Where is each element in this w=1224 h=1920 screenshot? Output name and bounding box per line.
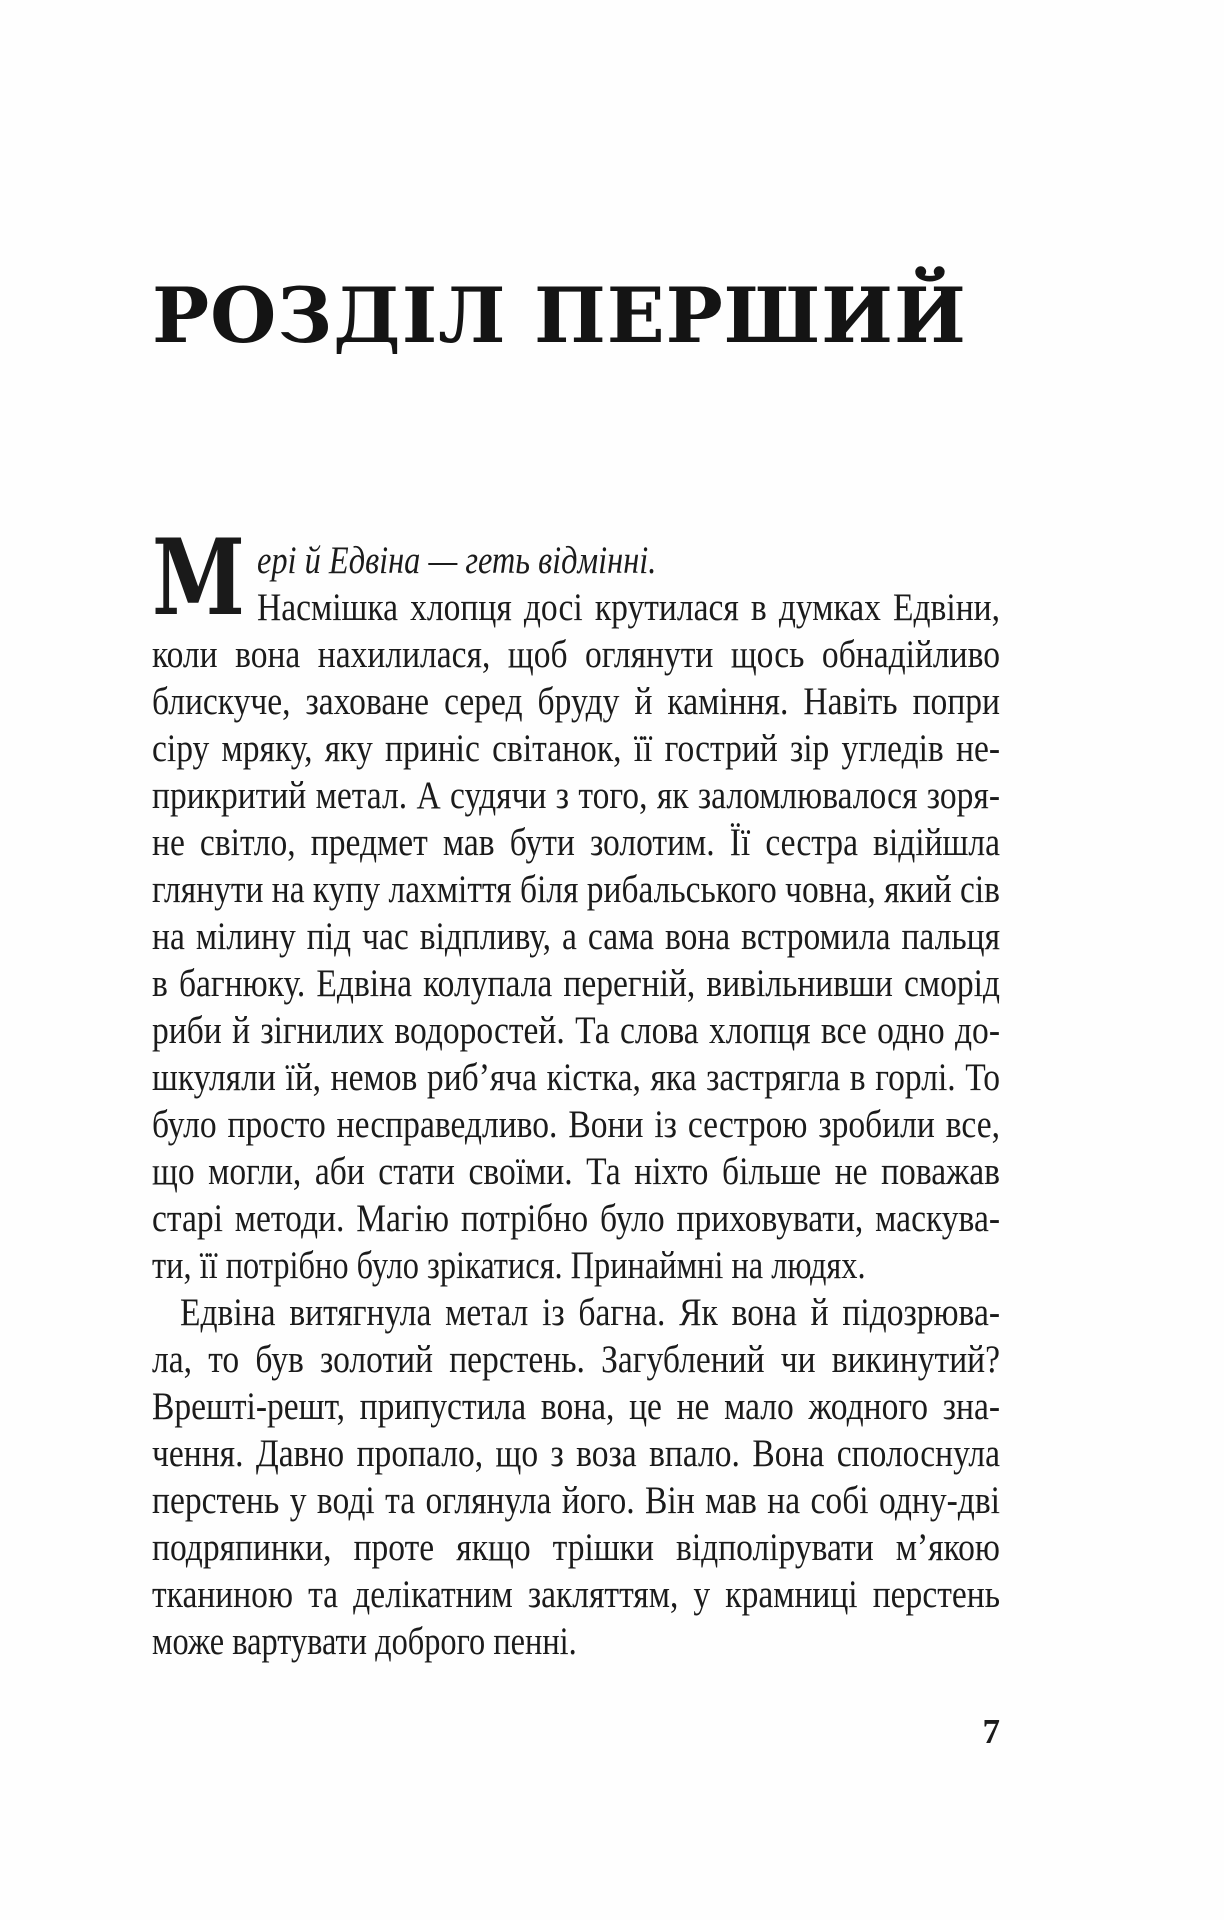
- text-line-content: що могли, аби стати своїми. Та ніхто більше не поважав: [152, 1150, 1001, 1193]
- text-line: [152, 631, 1000, 678]
- text-line: [152, 913, 1000, 960]
- text-line: [152, 1007, 1000, 1054]
- chapter-title-text: РОЗДІЛ ПЕРШИЙ: [152, 271, 967, 360]
- text-line: [152, 584, 1000, 631]
- text-line-content: коли вона нахилилася, щоб оглянути щось обнадійливо: [152, 633, 1001, 676]
- text-line-content: Врешті-решт, припустила вона, це не мало жодного зна-: [152, 1385, 1001, 1428]
- text-line-content: сіру мряку, яку приніс світанок, її гострий зір угледів не-: [152, 727, 1001, 770]
- text-line-content: подряпинки, проте якщо трішки відполірувати м’якою: [152, 1526, 1001, 1569]
- text-line-content: риби й зігнилих водоростей. Та слова хлопця все одно до-: [152, 1009, 1001, 1052]
- text-line: [152, 1524, 1000, 1571]
- text-line: [152, 960, 1000, 1007]
- text-line-content: на мілину під час відпливу, а сама вона встромила пальця: [152, 915, 1001, 958]
- text-line-content: ти, її потрібно було зрікатися. Принаймні на людях.: [152, 1244, 866, 1287]
- page-number: 7: [982, 1712, 1000, 1751]
- text-line: [152, 1336, 1000, 1383]
- text-line-content: чення. Давно пропало, що з воза впало. Вона сполоснула: [152, 1432, 1001, 1475]
- text-line: [152, 1289, 1000, 1336]
- text-line: [152, 1618, 1000, 1665]
- text-line: [152, 819, 1000, 866]
- text-line: [152, 1148, 1000, 1195]
- text-line-content: в багнюку. Едвіна колупала перегній, вивільнивши сморід: [152, 962, 1001, 1005]
- text-line: [152, 537, 1000, 584]
- body-text: [152, 515, 1001, 1665]
- text-line: [152, 1242, 1000, 1289]
- text-line-content: шкуляли їй, немов риб’яча кістка, яка застрягла в горлі. То: [152, 1056, 1001, 1099]
- text-line: [152, 772, 1000, 819]
- text-line-content: блискуче, заховане серед бруду й каміння. Навіть попри: [152, 680, 1001, 723]
- text-line-content: Едвіна витягнула метал із багна. Як вона й підозрюва-: [180, 1291, 1001, 1334]
- text-line-content: може вартувати доброго пенні.: [152, 1620, 577, 1663]
- text-line: [152, 1101, 1000, 1148]
- text-line: [152, 725, 1000, 772]
- text-line: [152, 866, 1000, 913]
- drop-cap: М: [152, 515, 245, 639]
- text-line-content: ла, то був золотий перстень. Загублений чи викинутий?: [152, 1338, 1001, 1381]
- text-line: [152, 1430, 1000, 1477]
- chapter-title: [152, 271, 967, 360]
- text-line-content: Насмішка хлопця досі крутилася в думках Едвіни,: [257, 586, 1000, 629]
- text-line: [152, 1195, 1000, 1242]
- text-line: [152, 1383, 1000, 1430]
- text-line-content: ері й Едвіна — геть відмінні.: [257, 539, 657, 582]
- text-line-content: глянути на купу лахміття біля рибальського човна, який сів: [152, 868, 1000, 911]
- text-line-content: не світло, предмет мав бути золотим. Її сестра відійшла: [152, 821, 1001, 864]
- text-line: [152, 678, 1000, 725]
- text-line: [152, 1477, 1000, 1524]
- text-line: [152, 1054, 1000, 1101]
- text-line-content: прикритий метал. А судячи з того, як заломлювалося зоря-: [152, 774, 1001, 817]
- text-line-content: було просто несправедливо. Вони із сестрою зробили все,: [152, 1103, 1001, 1146]
- text-line: [152, 1571, 1000, 1618]
- text-line-content: тканиною та делікатним закляттям, у крамниці перстень: [152, 1573, 1001, 1616]
- text-line-content: перстень у воді та оглянула його. Він мав на собі одну-дві: [152, 1479, 1001, 1522]
- text-line-content: старі методи. Магію потрібно було приховувати, маскува-: [152, 1197, 1001, 1240]
